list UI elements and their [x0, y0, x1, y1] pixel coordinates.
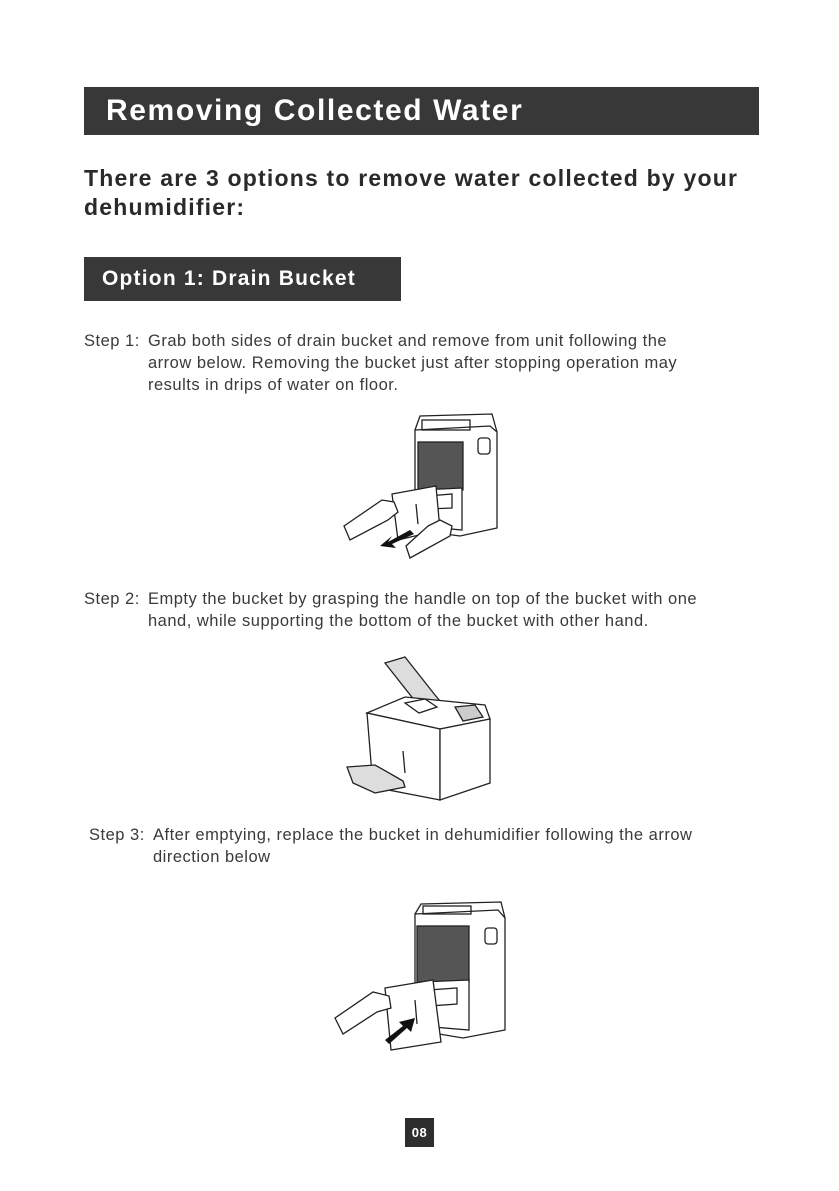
step-2-line: Empty the bucket by grasping the handle on top of the bucket with one [148, 590, 698, 608]
page-number: 08 [405, 1118, 434, 1147]
intro-text: There are 3 options to remove water collected by your dehumidifier: [84, 165, 739, 220]
step-2-label: Step 2: [84, 590, 140, 608]
step-3-text [89, 824, 779, 868]
step-1 [84, 330, 764, 396]
step-3-label: Step 3: [89, 826, 145, 844]
step-1-line: Grab both sides of drain bucket and remove from unit following the [148, 332, 668, 350]
page-title: Removing Collected Water [84, 87, 759, 135]
step-2-text [84, 588, 774, 632]
step-3-line: direction below [153, 848, 271, 866]
remove-bucket-illustration [340, 408, 505, 568]
step-1-line: results in drips of water on floor. [148, 376, 399, 394]
step-3 [89, 824, 779, 868]
step-1-line: arrow below. Removing the bucket just after stopping operation may [148, 354, 678, 372]
option-1-heading: Option 1: Drain Bucket [84, 257, 401, 301]
step-3-line: After emptying, replace the bucket in dehumidifier following the arrow [153, 826, 693, 844]
empty-bucket-illustration [345, 655, 500, 805]
step-2 [84, 588, 774, 632]
replace-bucket-illustration [333, 900, 513, 1060]
step-2-line: hand, while supporting the bottom of the bucket with other hand. [148, 612, 649, 630]
step-1-label: Step 1: [84, 332, 140, 350]
step-1-text [84, 330, 764, 396]
